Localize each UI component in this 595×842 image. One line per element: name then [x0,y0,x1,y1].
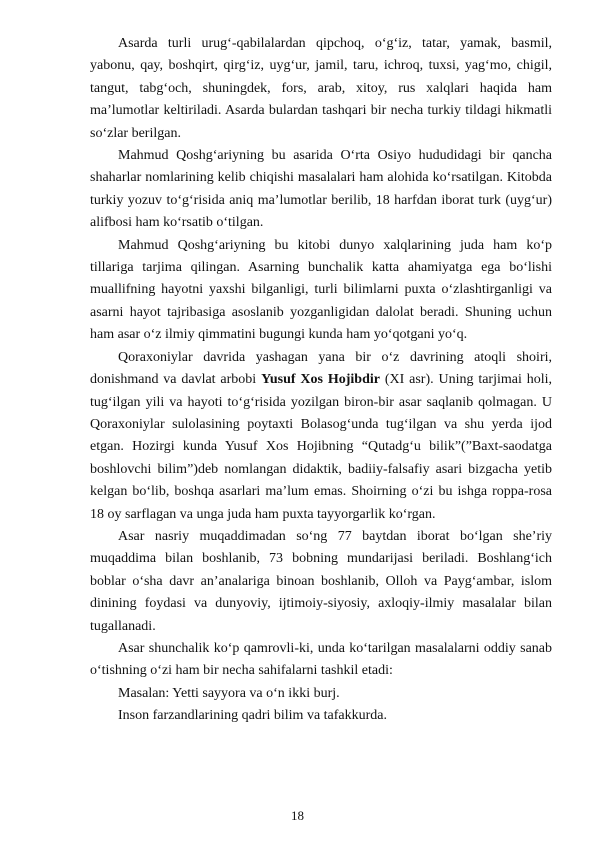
author-name-bold: Yusuf Xos Hojibdir [261,372,380,388]
paragraph-4 [90,347,552,526]
page-number: 18 [291,808,304,823]
page-content [90,33,552,728]
paragraph-5: Asar nasriy muqaddimadan so‘ng 77 baytdan iborat bo‘lgan she’riy muqaddima bilan boshlanib, 73 bobning mundarijasi beriladi. Boshlang‘ich boblar o‘sha davr an’analariga binoan boshlanib, Olloh va Payg‘ambar, islom dinining foydasi va dunyoviy, ijtimoiy-siyosiy, axloqiy-ilmiy masalalar bilan tugallanadi. [90,528,552,634]
paragraph-2: Mahmud Qoshg‘ariyning bu asarida O‘rta Osiyo hududidagi bir qancha shaharlar nomlarining kelib chiqishi masalalari ham alohida ko‘rsatilgan. Kitobda turkiy yozuv to‘g‘risida aniq ma’lumotlar berilib, 18 harfdan iborat turk (uyg‘ur) alifbosi ham ko‘rsatib o‘tilgan. [90,148,552,231]
paragraph-6: Asar shunchalik ko‘p qamrovli-ki, unda ko‘tarilgan masalalarni oddiy sanab o‘tishning o‘zi ham bir necha sahifalarni tashkil etadi: [90,640,552,679]
paragraph-4-rest: (XI asr). Uning tarjimai holi, tug‘ilgan yili va hayoti to‘g‘risida yozilgan biron-bir asar saqlanib qolmagan. U Qoraxoniylar sulolasining poytaxti Bolasog‘unda tug‘ilgan va shu yerda ijod etgan. Hozirgi kunda Yusuf Xos Hojibning “Qutadg‘u bilik”(”Baxt-saodatga boshlovchi bilim”)deb nomlangan didaktik, badiiy-falsafiy asari bizgacha yetib kelgan bo‘lib, boshqa asarlari ma’lum emas. Shoirning o‘zi bu ishga roppa-rosa 18 oy sarflagan va unga juda ham puxta tayyorgarlik ko‘rgan. [90,372,552,522]
paragraph-1: Asarda turli urug‘-qabilalardan qipchoq, o‘g‘iz, tatar, yamak, basmil, yabonu, qay, boshqirt, qirg‘iz, uyg‘ur, jamil, taru, ichroq, tuxsi, yag‘mo, chigil, tangut, tabg‘och, shuningdek, fors, arab, xitoy, rus xalqlari haqida ham ma’lumotlar keltiriladi. Asarda bulardan tashqari bir necha turkiy tildagi hikmatli so‘zlar berilgan. [90,36,552,141]
paragraph-4-lead: Qoraxoniylar davrida yashagan yana bir o‘z davrining atoqli shoiri, donishmand va davlat arbobi [90,349,552,388]
paragraph-8: Inson farzandlarining qadri bilim va tafakkurda. [118,708,388,724]
paragraph-3: Mahmud Qoshg‘ariyning bu kitobi dunyo xalqlarining juda ham ko‘p tillariga tarjima qilingan. Asarning bunchalik katta ahamiyatga ega bo‘lishi muallifning hayotni yaxshi bilganligi, turli bilimlarni puxta o‘zlashtirganligi va asarni hayot tajribasiga asoslanib yozganligidan dalolat beradi. Shuning uchun ham asar o‘z ilmiy qimmatini bugungi kunda ham yo‘qotgani yo‘q. [90,237,552,343]
paragraph-7: Masalan: Yetti sayyora va o‘n ikki burj. [118,685,340,701]
